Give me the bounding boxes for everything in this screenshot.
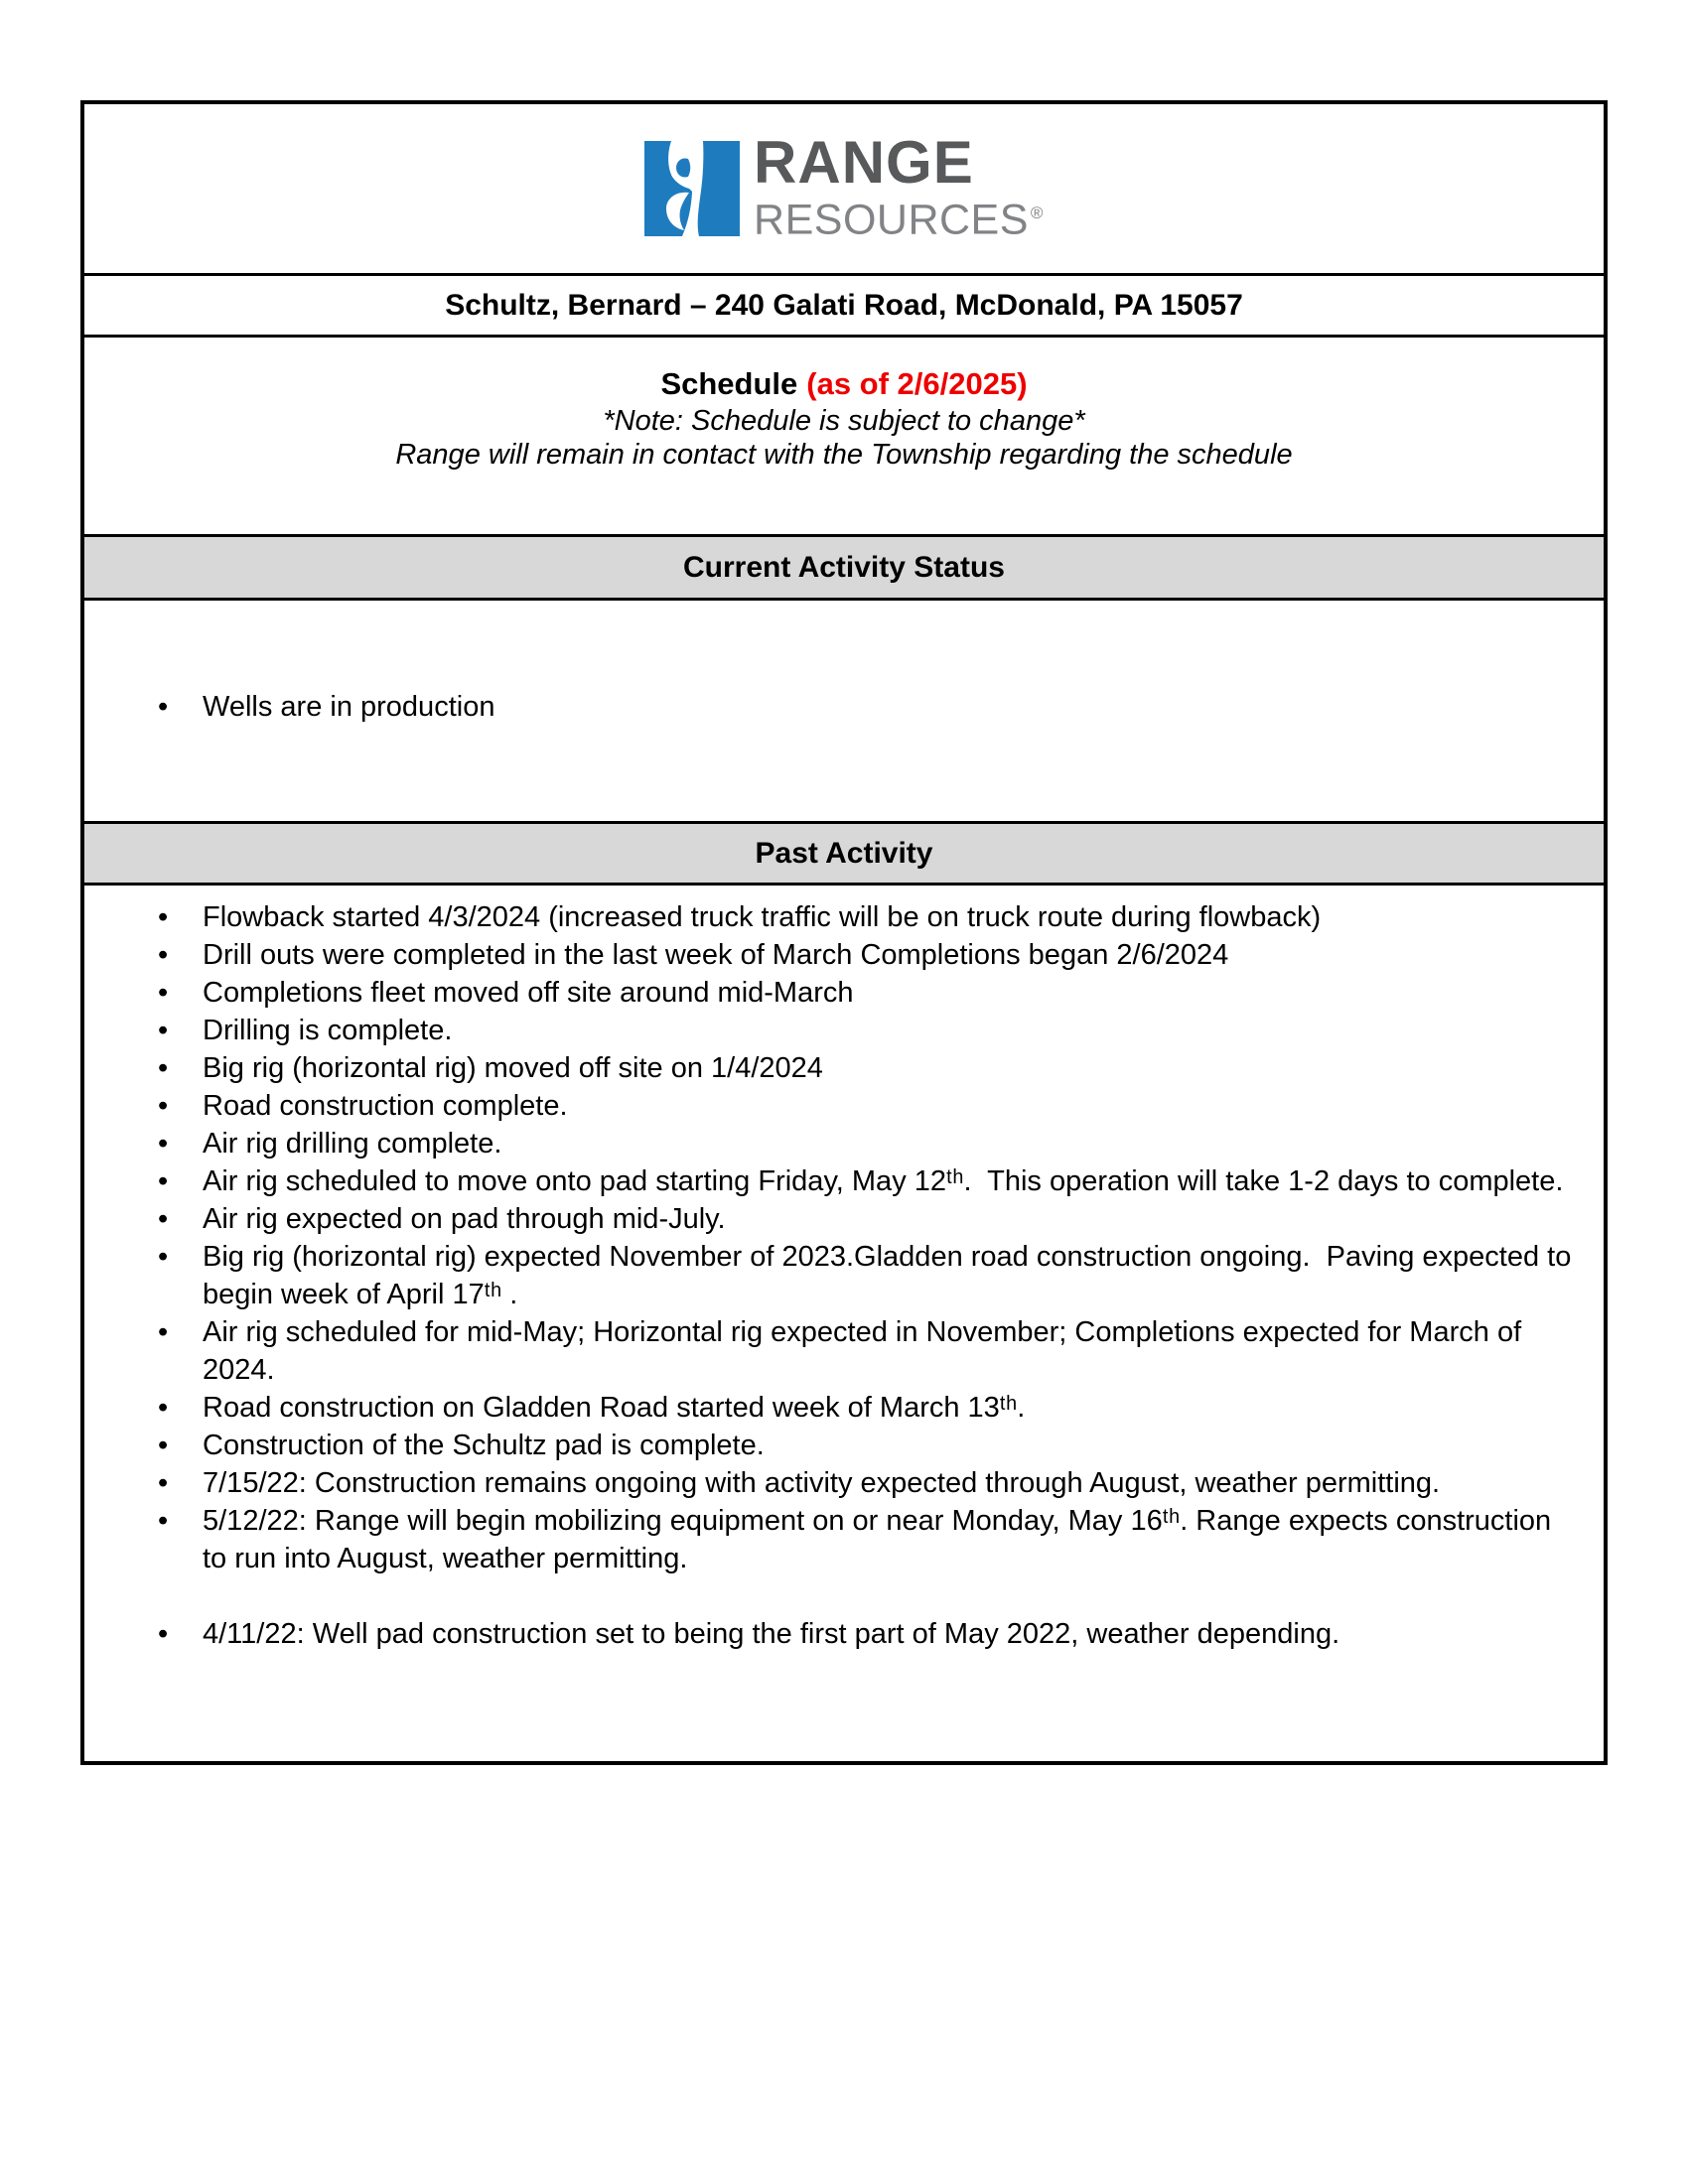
past-activity-item: • Construction of the Schultz pad is complete. [156,1427,1576,1464]
past-activity-item: • 4/11/22: Well pad construction set to being the first part of May 2022, weather depending. [156,1615,1576,1653]
schedule-heading-row [84,335,1604,534]
past-activity-item: • Drilling is complete. [156,1012,1576,1049]
logo-text [754,128,1044,244]
past-activity-item: • Road construction on Gladden Road started week of March 13ᵗʰ. [156,1389,1576,1427]
past-activity-body [84,883,1604,1761]
past-activity-header-label: Past Activity [755,836,933,870]
past-activity-item: • Air rig drilling complete. [156,1125,1576,1162]
current-activity-list [84,688,1604,726]
schedule-note-2: Range will remain in contact with the Township regarding the schedule [395,439,1293,471]
current-activity-item: • Wells are in production [156,688,1576,726]
schedule-heading: Schedule [660,366,798,401]
past-activity-item: • 5/12/22: Range will begin mobilizing equipment on or near Monday, May 16ᵗʰ. Range expects construction to run into August, weather permitting. [156,1502,1576,1577]
current-activity-body [84,598,1604,821]
past-activity-list [84,898,1604,1653]
property-header-row [84,273,1604,335]
schedule-table [80,100,1608,1765]
section-header-past-activity [84,821,1604,883]
range-logo-icon [644,141,740,236]
past-activity-item: • Drill outs were completed in the last week of March Completions began 2/6/2024 [156,936,1576,974]
past-activity-item: • Road construction complete. [156,1087,1576,1125]
logo-text-resources [754,191,1044,242]
logo-row [84,104,1604,273]
schedule-heading-line [84,365,1604,402]
range-resources-logo [644,128,1044,244]
schedule-as-of-date: (as of 2/6/2025) [806,366,1028,401]
past-activity-item: • Completions fleet moved off site around mid-March [156,974,1576,1012]
past-activity-item: • Flowback started 4/3/2024 (increased truck traffic will be on truck route during flowback) [156,898,1576,936]
section-header-current-activity [84,534,1604,598]
logo-text-resources-word: RESOURCES [754,196,1029,244]
registered-trademark-mark: ® [1030,203,1044,222]
past-activity-item: • Air rig scheduled for mid-May; Horizontal rig expected in November; Completions expected for March of 2024. [156,1313,1576,1389]
past-activity-item: • Big rig (horizontal rig) expected November of 2023.Gladden road construction ongoing. Paving expected to begin week of April 17ᵗʰ . [156,1238,1576,1313]
past-activity-item: • Big rig (horizontal rig) moved off site on 1/4/2024 [156,1049,1576,1087]
past-activity-item: • 7/15/22: Construction remains ongoing with activity expected through August, weather permitting. [156,1464,1576,1502]
past-activity-item: • Air rig expected on pad through mid-July. [156,1200,1576,1238]
property-title: Schultz, Bernard – 240 Galati Road, McDonald, PA 15057 [445,288,1243,322]
schedule-note-1: *Note: Schedule is subject to change* [603,405,1085,437]
logo-text-range: RANGE [754,128,974,196]
past-activity-item: • Air rig scheduled to move onto pad starting Friday, May 12ᵗʰ. This operation will take 1-2 days to complete. [156,1162,1576,1200]
current-activity-header-label: Current Activity Status [683,550,1005,584]
